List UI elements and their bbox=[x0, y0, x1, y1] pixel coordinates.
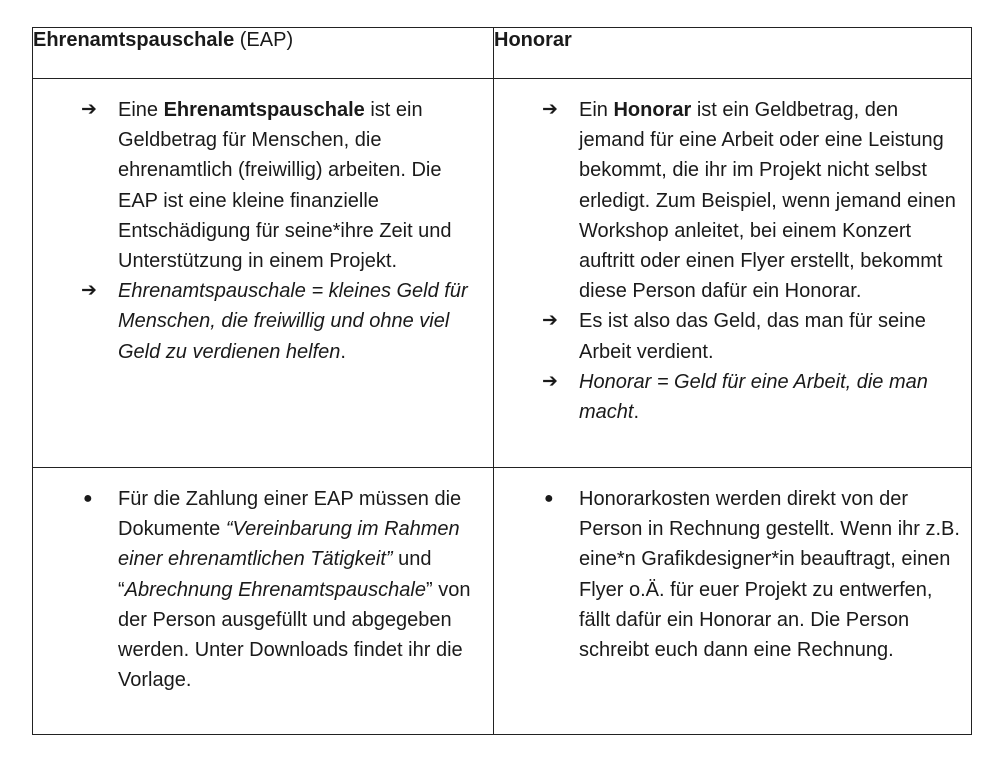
eap-process-post: ” von der Person ausgefüllt und abgegeben werden. Unter Downloads findet ihr die Vorlage. bbox=[118, 578, 471, 692]
list-item bbox=[494, 367, 963, 427]
list-item bbox=[33, 95, 485, 276]
honorar-def-post: ist ein Geldbetrag, den jemand für eine Arbeit oder eine Leistung bekommt, die ihr im Projekt nicht selbst erledigt. Zum Beispiel, wenn jemand einen Workshop anleitet, bei einem Konzert auftritt oder einen Flyer erstellt, bekommt diese Person dafür ein Honorar. bbox=[579, 99, 956, 303]
definition-cell-eap bbox=[33, 79, 494, 468]
header-cell-honorar bbox=[494, 28, 972, 79]
header-row bbox=[33, 28, 972, 79]
honorar-process-text: Honorarkosten werden direkt von der Person in Rechnung gestellt. Wenn ihr z.B. eine*n Grafikdesigner*in beauftragt, einen Flyer o.Ä. für euer Projekt zu entwerfen, fällt dafür ein Honorar an. Die Person schreibt euch dann eine Rechnung. bbox=[579, 488, 960, 662]
eap-process-italic1: “Vereinbarung im Rahmen einer ehrenamtlichen Tätigkeit” bbox=[118, 518, 460, 571]
eap-process-mid: und “ bbox=[118, 548, 432, 601]
eap-def-post: ist ein Geldbetrag für Menschen, die ehrenamtlich (freiwillig) arbeiten. Die EAP ist eine kleine finanzielle Entschädigung für seine*ihre Zeit und Unterstützung in einem Projekt. bbox=[118, 99, 452, 273]
process-cell-eap bbox=[33, 468, 494, 735]
honorar-def-bold: Honorar bbox=[613, 99, 692, 121]
eap-summary-italic: Ehrenamtspauschale = kleines Geld für Menschen, die freiwillig und ohne viel Geld zu verdienen helfen bbox=[118, 280, 468, 363]
eap-def-pre: Eine bbox=[118, 99, 164, 121]
list-item bbox=[494, 95, 963, 306]
honorar-def-pre: Ein bbox=[579, 99, 614, 121]
eap-def-bold: Ehrenamtspauschale bbox=[163, 99, 365, 121]
bullet-icon: ● bbox=[83, 490, 93, 507]
arrow-icon: ➔ bbox=[542, 99, 558, 120]
definition-row bbox=[33, 79, 972, 468]
eap-process-italic2: Abrechnung Ehrenamtspauschale bbox=[124, 578, 426, 601]
bullet-icon: ● bbox=[544, 490, 554, 507]
arrow-icon: ➔ bbox=[542, 310, 558, 332]
header-col2: Honorar bbox=[494, 29, 572, 51]
list-item bbox=[494, 306, 963, 366]
arrow-icon: ➔ bbox=[542, 370, 558, 392]
comparison-table bbox=[32, 27, 972, 735]
honorar-summary-post: . bbox=[633, 401, 640, 424]
header-cell-ehrenamtspauschale bbox=[33, 28, 494, 79]
header-col1-rest: (EAP) bbox=[234, 29, 294, 51]
definition-cell-honorar bbox=[494, 79, 972, 468]
header-col1-bold: Ehrenamtspauschale bbox=[33, 29, 235, 51]
list-item bbox=[494, 484, 963, 665]
process-cell-honorar bbox=[494, 468, 972, 735]
list-item bbox=[33, 276, 485, 367]
list-item bbox=[33, 484, 485, 695]
arrow-icon: ➔ bbox=[81, 280, 97, 302]
process-row bbox=[33, 468, 972, 735]
arrow-icon: ➔ bbox=[81, 99, 97, 120]
honorar-summary-italic: Honorar = Geld für eine Arbeit, die man macht bbox=[579, 370, 928, 424]
honorar-explanation: Es ist also das Geld, das man für seine Arbeit verdient. bbox=[579, 310, 926, 363]
eap-process-pre: Für die Zahlung einer EAP müssen die Dokumente bbox=[118, 488, 462, 541]
eap-summary-post: . bbox=[340, 340, 346, 363]
